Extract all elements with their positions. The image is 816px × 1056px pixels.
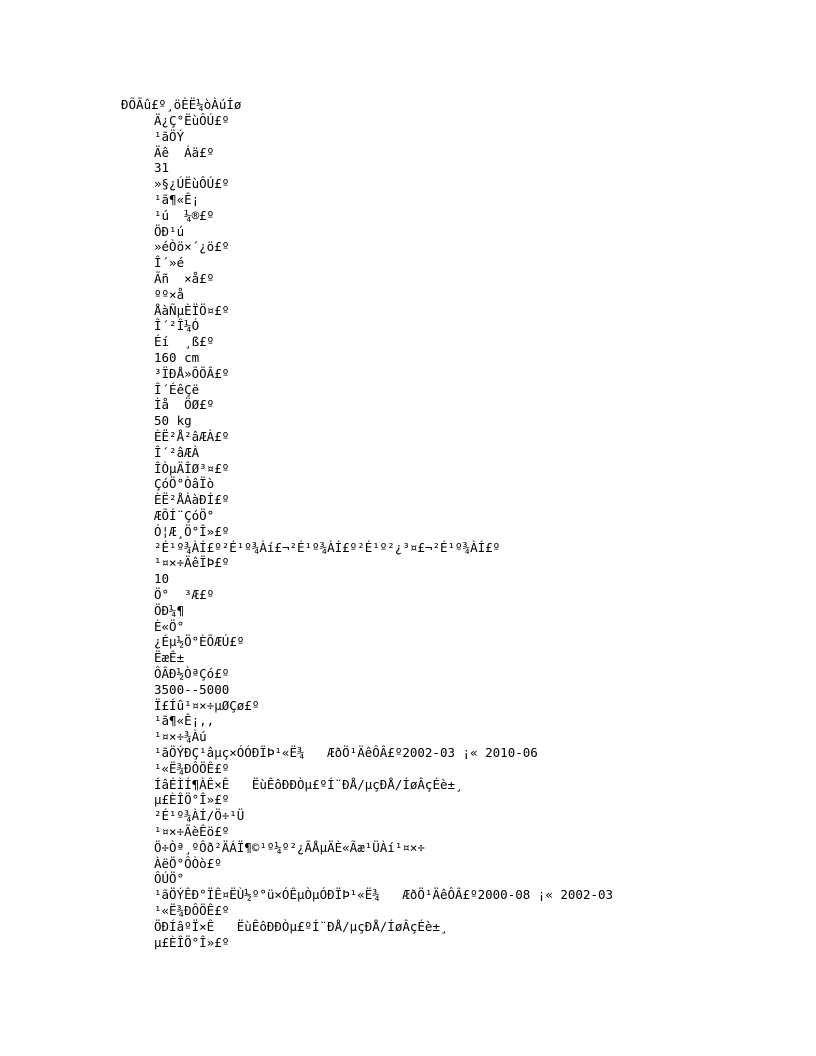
document-line: ¹ãÖÝ bbox=[154, 128, 185, 144]
document-line: ²É¹º¾ÀÍ£º²É¹º¾Àí£¬²É¹º¾ÀÍ£º²É¹º²¿³¤£¬²É¹º¾ÀÍ£º bbox=[154, 539, 501, 555]
document-line: 10 bbox=[154, 571, 170, 587]
document-line: Ä¿Ç°ËùÔÚ£º bbox=[154, 113, 230, 128]
document-line: Î´»é bbox=[154, 255, 185, 271]
document-line: ÖÐ¼¶ bbox=[154, 602, 185, 618]
document-line: ¹«Ë¾ÐÔÖÊ£º bbox=[154, 760, 230, 776]
document-line: Ö÷Òª¸ºÔð²ÄÁÏ¶©¹º¼º²¿ÃÅµÄÈ«Ãæ¹ÜÀí¹¤×÷ bbox=[154, 839, 425, 855]
document-line: ÀëÖ°ÔÒò£º bbox=[154, 855, 222, 871]
document-title: ÐÕÃû£º¸öÈË¼òÀúÍø bbox=[121, 97, 242, 112]
document-line: µ£ÈÎÖ°Î»£º bbox=[154, 792, 230, 808]
document-line: ºº×å bbox=[154, 286, 185, 302]
document-line: ÍâÉÌÍ¶ÀÊ×Ê ËùÊôÐÐÒµ£ºÍ¨ÐÅ/µçÐÅ/ÍøÂçÉè±¸ bbox=[154, 776, 463, 792]
document-line: Î´ÉêÇë bbox=[154, 381, 200, 397]
document-line: Éí ¸ß£º bbox=[154, 334, 215, 350]
document-line: ¹¤×÷ÄêÏÞ£º bbox=[154, 555, 230, 571]
document-line: ËæÊ± bbox=[154, 650, 185, 666]
document-line: Î´²Î¼Ó bbox=[154, 318, 200, 334]
document-line: ¹ã¶«Ê¡,, bbox=[154, 713, 215, 729]
document-line: ÈË²Å²âÆÀ£º bbox=[154, 429, 230, 444]
document-line: ÔÚÖ° bbox=[154, 871, 185, 887]
document-line: 3500--5000 bbox=[154, 681, 230, 697]
document-line: ¿Éµ½Ö°ÈÕÆÚ£º bbox=[154, 634, 245, 650]
document-line: Ó¦Æ¸Ö°Î»£º bbox=[154, 523, 230, 539]
document-line: »éÒö×´¿ö£º bbox=[154, 239, 230, 255]
document-line: ÎÒµÄÎØ³¤£º bbox=[154, 460, 230, 476]
document-line: ÔÂÐ½ÒªÇó£º bbox=[154, 666, 230, 681]
document-line: ²É¹º¾ÀÍ/Ö÷¹Ü bbox=[154, 808, 245, 824]
document-line: 31 bbox=[154, 160, 170, 176]
document-line: ¹«Ë¾ÐÔÖÊ£º bbox=[154, 903, 230, 918]
document-line: Î´²âÆÀ bbox=[154, 444, 200, 460]
document-line: Ï£Íû¹¤×÷µØÇø£º bbox=[154, 697, 260, 713]
document-line: »§¿ÚËùÔÚ£º bbox=[154, 176, 230, 192]
document-line: ³ÏÐÅ»ÕÕÂ£º bbox=[154, 365, 230, 381]
document-line: ¹ã¶«Ê¡ bbox=[154, 192, 200, 207]
document-line: Ìå ÖØ£º bbox=[154, 397, 215, 413]
document-line: ÆÕÍ¨ÇóÖ° bbox=[154, 508, 215, 523]
document-line: µ£ÈÎÖ°Î»£º bbox=[154, 934, 230, 950]
document-line: ¹¤×÷¾Àú bbox=[154, 729, 207, 745]
document-line: ÈË²ÅÀàÐÍ£º bbox=[154, 492, 230, 508]
document-line: Ãñ ×å£º bbox=[154, 271, 215, 286]
document-line: ¹ú ¼®£º bbox=[154, 207, 215, 223]
document-line: ÖÐ¹ú bbox=[154, 223, 185, 239]
document-line: 160 cm bbox=[154, 350, 200, 365]
document-line: ¹¤×÷ÃèÊö£º bbox=[154, 824, 230, 839]
document-line: È«Ö° bbox=[154, 618, 185, 634]
document-line: ÅàÑµÈÏÖ¤£º bbox=[154, 302, 230, 318]
document-line: ¹ãÖÝÐÇ¹âµç×ÓÓÐÏÞ¹«Ë¾ ÆðÖ¹ÄêÔÂ£º2002-03 ¡« 2010-06 bbox=[154, 745, 538, 760]
document-line: 50 kg bbox=[154, 413, 192, 429]
document-line: ÖÐÍâºÏ×Ê ËùÊôÐÐÒµ£ºÍ¨ÐÅ/µçÐÅ/ÍøÂçÉè±¸ bbox=[154, 918, 448, 934]
document-line: ¹ãÖÝÊÐ°ÏÊ¤ËÙ½º°ü×ÓÊµÒµÓÐÏÞ¹«Ë¾ ÆðÖ¹ÄêÔÂ£º2000-08 ¡« 2002-03 bbox=[154, 887, 614, 903]
document-line: ÇóÖ°ÒâÏò bbox=[154, 476, 215, 492]
document-line: Ö° ³Æ£º bbox=[154, 587, 215, 602]
document-line: Äê Áä£º bbox=[154, 144, 215, 160]
